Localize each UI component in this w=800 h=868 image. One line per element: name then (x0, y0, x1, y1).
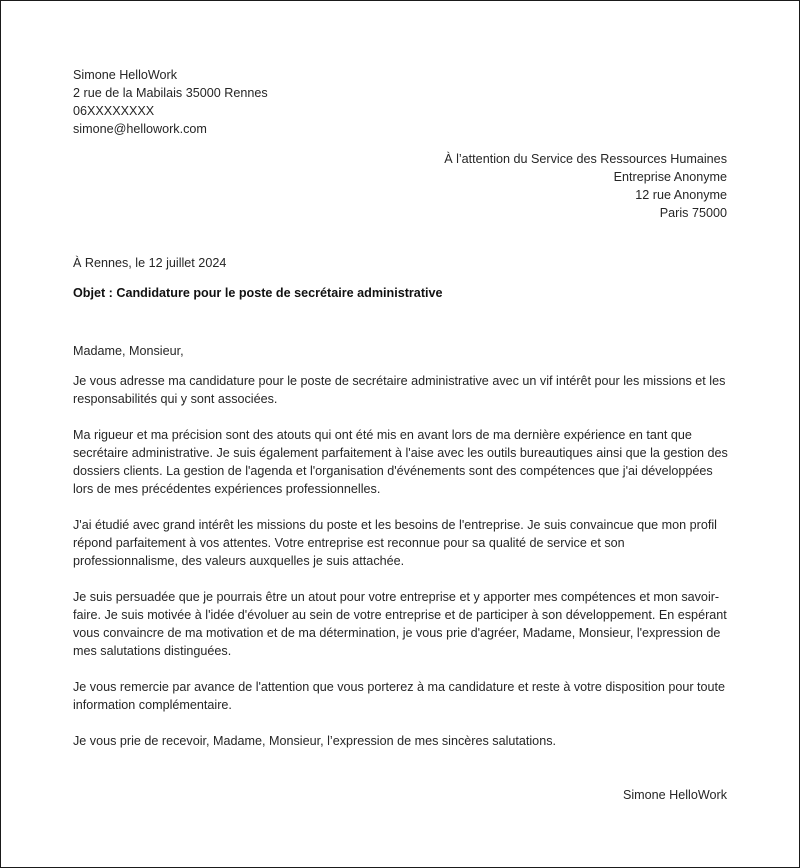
sender-email: simone@hellowork.com (73, 122, 207, 136)
body-paragraph-3: J'ai étudié avec grand intérêt les missions du poste et les besoins de l'entreprise. Je suis convaincue que mon profil répond parfaitement à vos attentes. Votre entreprise est reconnue pour sa qualité de service et son professionnalisme, des valeurs auxquelles je suis attachée. (73, 518, 717, 568)
letter-greeting: Madame, Monsieur, (73, 344, 184, 358)
place-date: À Rennes, le 12 juillet 2024 (73, 256, 227, 270)
letter-subject: Objet : Candidature pour le poste de secrétaire administrative (73, 286, 443, 300)
body-paragraph-1: Je vous adresse ma candidature pour le poste de secrétaire administrative avec un vif intérêt pour les missions et les responsabilités qui y sont associées. (73, 374, 726, 406)
body-paragraph-5: Je vous remercie par avance de l'attention que vous porterez à ma candidature et reste à votre disposition pour toute information complémentaire. (73, 680, 726, 712)
recipient-company: Entreprise Anonyme (613, 170, 727, 184)
body-paragraph-4: Je suis persuadée que je pourrais être un atout pour votre entreprise et y apporter mes compétences et mon savoir-faire. Je suis motivée à l'idée d'évoluer au sein de votre entreprise et de participer à son développement. En espérant vous convaincre de ma motivation et de ma détermination, je vous prie d'agréer, Madame, Monsieur, l'expression de mes salutations distinguées. (73, 590, 727, 658)
sender-name: Simone HelloWork (73, 68, 178, 82)
recipient-street: 12 rue Anonyme (635, 188, 727, 202)
signature: Simone HelloWork (622, 788, 727, 802)
body-paragraph-2: Ma rigueur et ma précision sont des atouts qui ont été mis en avant lors de ma dernière expérience en tant que secrétaire administrative. Je suis également parfaitement à l'aise avec les outils bureautiques ainsi que la gestion des dossiers clients. La gestion de l'agenda et l'organisation d'événements sont des compétences que j'ai développées lors de mes précédentes expériences professionnelles. (73, 428, 728, 496)
sender-phone: 06XXXXXXXX (73, 104, 155, 118)
recipient-attention: À l’attention du Service des Ressources Humaines (444, 152, 727, 166)
recipient-city: Paris 75000 (659, 206, 727, 220)
closing-paragraph: Je vous prie de recevoir, Madame, Monsieur, l’expression de mes sincères salutations. (73, 734, 556, 748)
sender-block (73, 66, 268, 138)
sender-address: 2 rue de la Mabilais 35000 Rennes (73, 86, 268, 100)
recipient-block (444, 150, 727, 222)
